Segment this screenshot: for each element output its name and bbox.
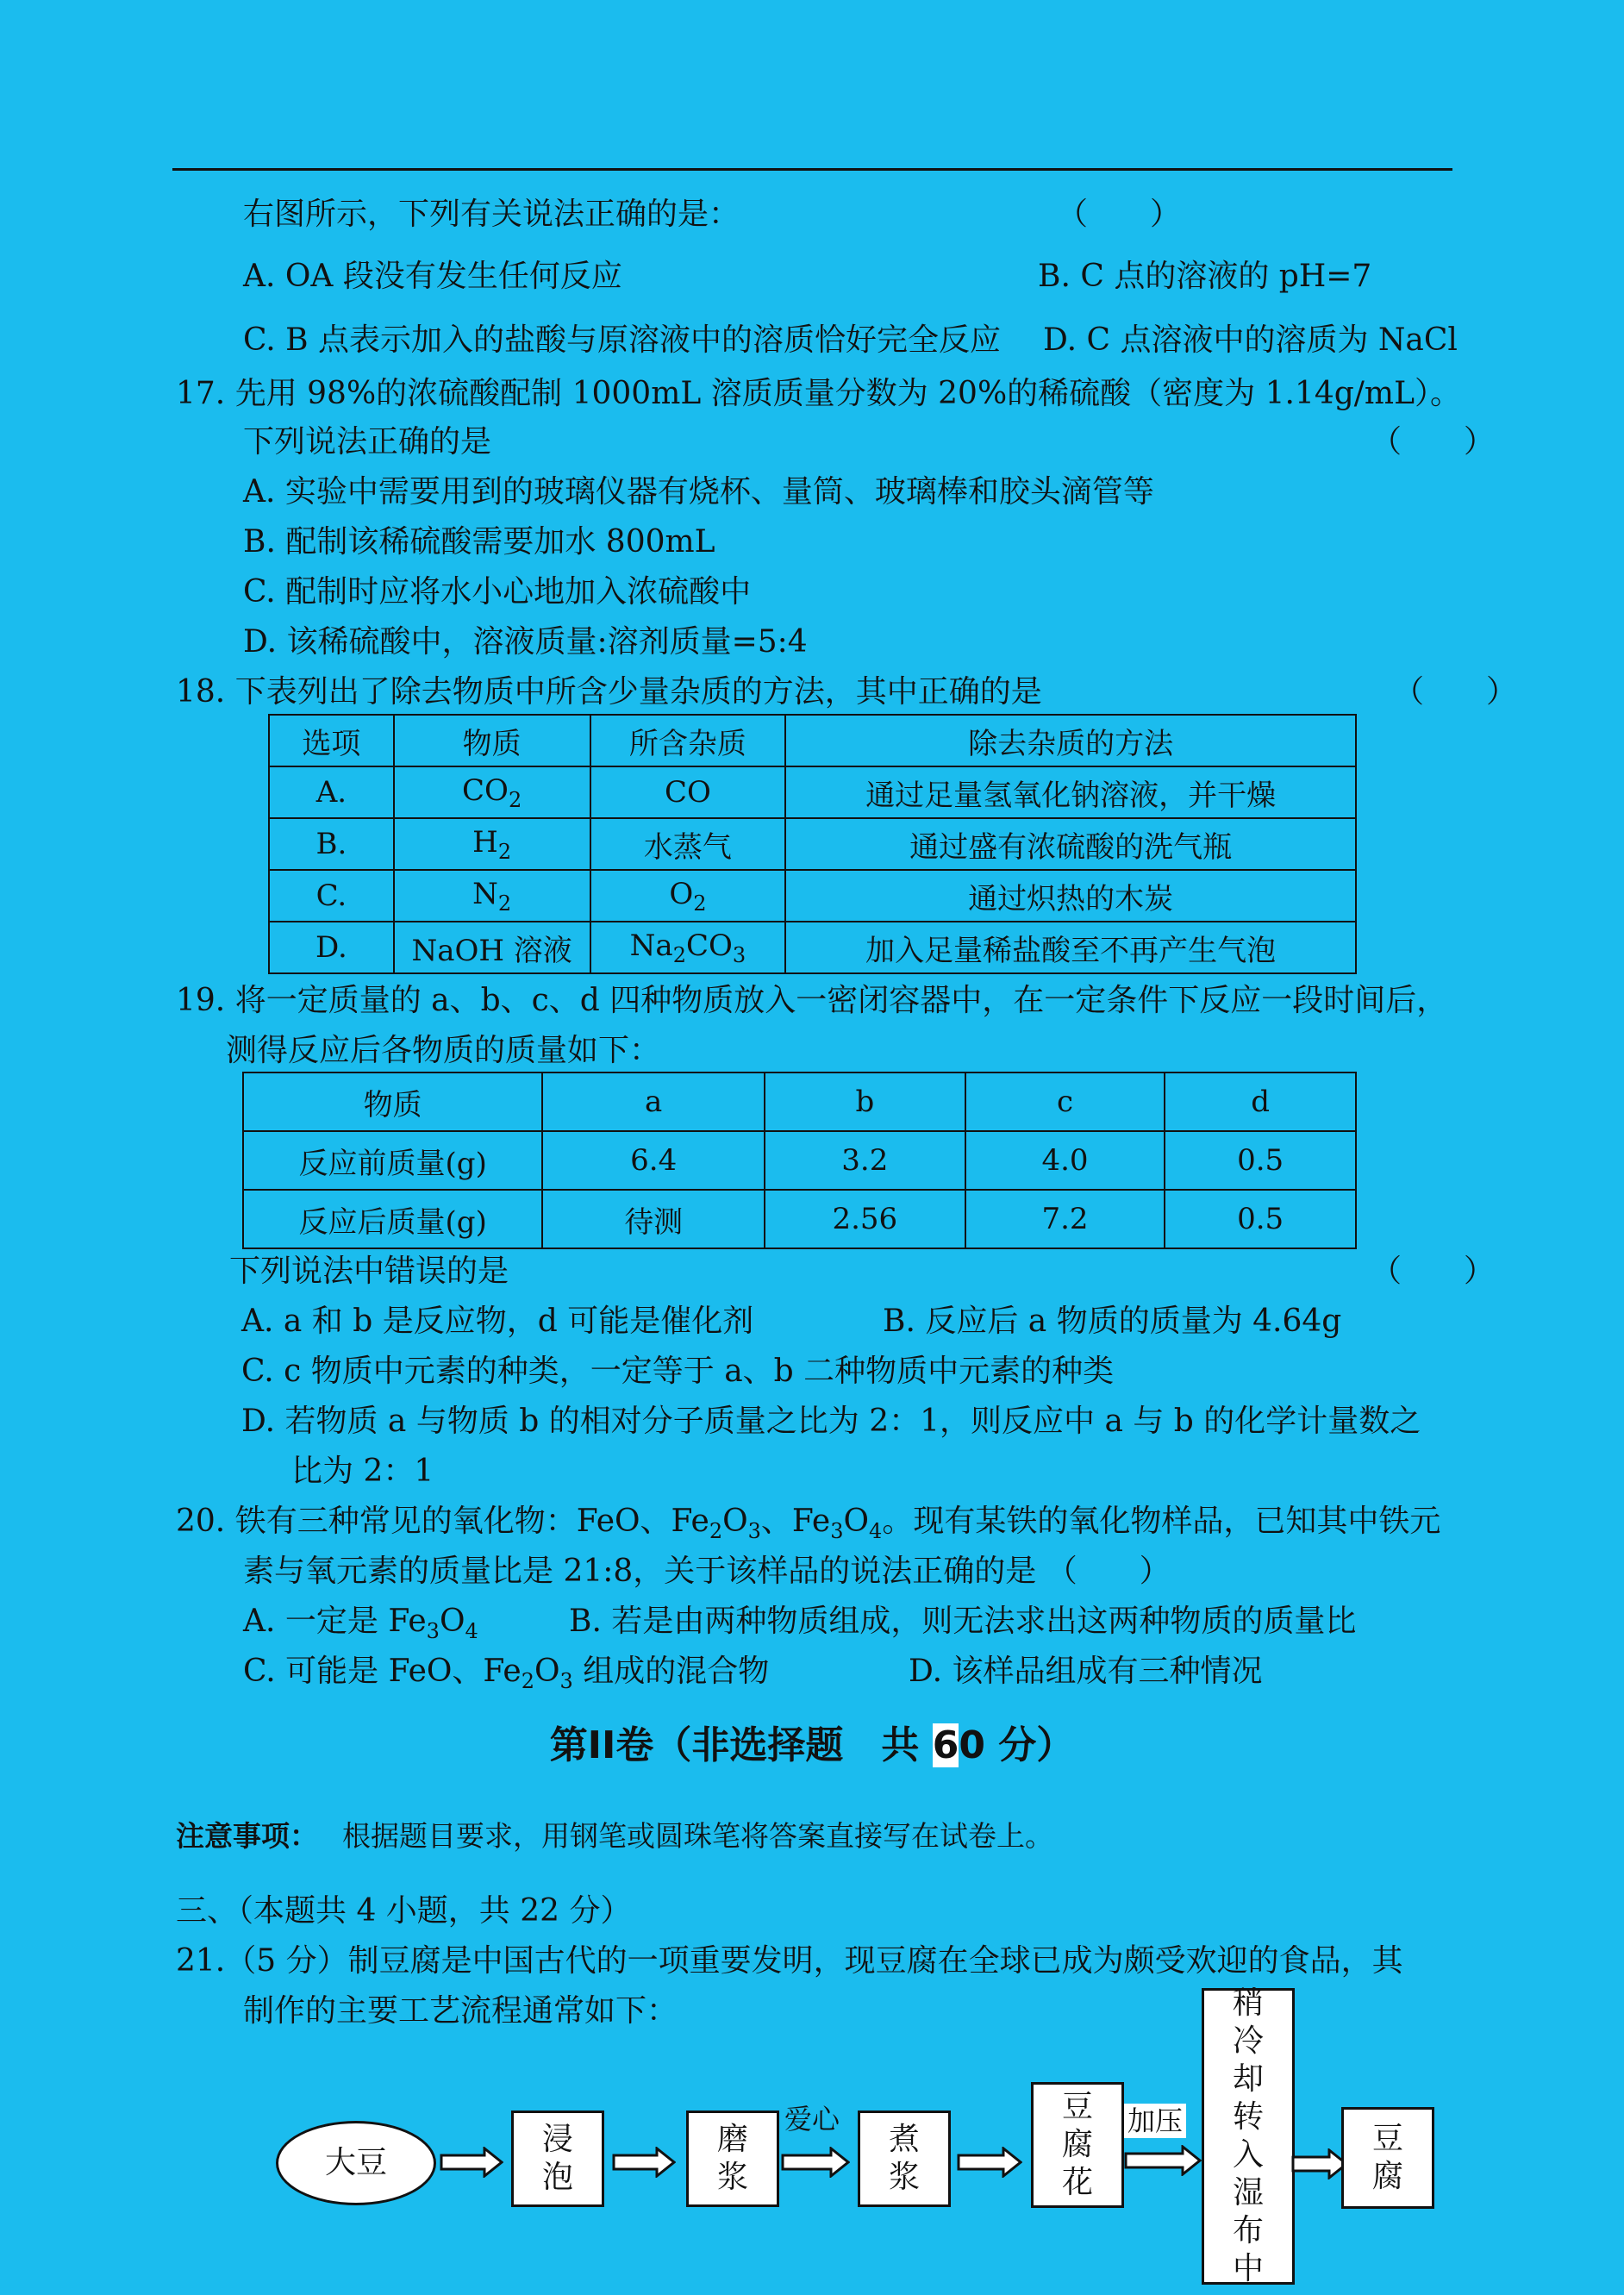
q18-option: B. (269, 818, 394, 870)
flow-step-soak: 浸泡 (511, 2111, 604, 2207)
header-rule (172, 168, 1452, 171)
flow-arrow-icon (1124, 2145, 1203, 2176)
q20-option-b: B. 若是由两种物质组成，则无法求出这两种物质的质量比 (569, 1604, 1357, 1639)
q18-impurity: $Na_2CO_3$ (590, 922, 786, 973)
q18-impurity: 水蒸气 (590, 818, 786, 870)
q18-row-c (269, 870, 1356, 922)
highlighted-digit: 6 (932, 1723, 959, 1767)
q17-line1: 17. 先用 98%的浓硫酸配制 1000mL 溶质质量分数为 20%的稀硫酸（密度为 1.14g/mL）。 (176, 376, 1461, 411)
q19-table (242, 1072, 1357, 1249)
flow-arrow-icon (781, 2147, 850, 2178)
q19-option-a: A. a 和 b 是反应物，d 可能是催化剂 (241, 1304, 754, 1339)
q16-option-a: A. OA 段没有发生任何反应 (243, 259, 622, 294)
q17-answer-paren: （ ） (1371, 424, 1496, 460)
q18-row-a (269, 766, 1356, 818)
q18-substance: $N_2$ (394, 870, 590, 922)
q20-option-d: D. 该样品组成有三种情况 (909, 1654, 1263, 1689)
q19-ask: 下列说法中错误的是 (229, 1254, 509, 1289)
q19-table-header (243, 1072, 1356, 1131)
q19-cell: 0.5 (1165, 1190, 1356, 1248)
q19-option-c: C. c 物质中元素的种类，一定等于 a、b 二种物质中元素的种类 (241, 1354, 1115, 1389)
q21-line1: 21.（5 分）制豆腐是中国古代的一项重要发明，现豆腐在全球已成为颇受欢迎的食品，其 (176, 1943, 1403, 1979)
q18-header-cell: 物质 (394, 715, 590, 766)
q20-line2: 素与氧元素的质量比是 21:8，关于该样品的说法正确的是 （ ） (243, 1554, 1171, 1589)
flow-arrow-icon (612, 2147, 676, 2178)
q18-substance: $CO_2$ (394, 766, 590, 818)
q17-option-c: C. 配制时应将水小心地加入浓硫酸中 (243, 574, 752, 610)
q18-method: 通过炽热的木炭 (785, 870, 1356, 922)
q19-cell: 6.4 (542, 1131, 765, 1190)
q19-row-after (243, 1190, 1356, 1248)
q19-header-cell: d (1165, 1072, 1356, 1131)
q19-cell: 反应前质量(g) (243, 1131, 542, 1190)
q19-option-b: B. 反应后 a 物质的质量为 4.64g (883, 1304, 1342, 1339)
q17-option-a: A. 实验中需要用到的玻璃仪器有烧杯、量筒、玻璃棒和胶头滴管等 (243, 474, 1154, 510)
q19-line2: 测得反应后各物质的质量如下： (226, 1033, 661, 1068)
q17-option-d: D. 该稀硫酸中，溶液质量:溶剂质量=5:4 (243, 624, 808, 660)
flow-start-soybean: 大豆 (276, 2121, 436, 2205)
q18-substance: NaOH 溶液 (394, 922, 590, 973)
q19-line1: 19. 将一定质量的 a、b、c、d 四种物质放入一密闭容器中，在一定条件下反应一段时间后， (176, 983, 1448, 1018)
q19-cell: 4.0 (965, 1131, 1165, 1190)
q21-line2: 制作的主要工艺流程通常如下： (243, 1993, 678, 2029)
q18-header-cell: 除去杂质的方法 (785, 715, 1356, 766)
q18-table (268, 714, 1357, 974)
q19-row-before (243, 1131, 1356, 1190)
q19-cell: 2.56 (765, 1190, 965, 1248)
notice (176, 1817, 1053, 1855)
q19-cell: 7.2 (965, 1190, 1165, 1248)
q19-option-d-line2: 比为 2：1 (291, 1454, 434, 1489)
q19-option-d-line1: D. 若物质 a 与物质 b 的相对分子质量之比为 2：1，则反应中 a 与 b 的化学计量数之 (241, 1404, 1421, 1439)
flow-step-grind: 磨浆 (686, 2111, 779, 2207)
q18-method: 通过足量氢氧化钠溶液，并干燥 (785, 766, 1356, 818)
q16-option-c: C. B 点表示加入的盐酸与原溶液中的溶质恰好完全反应 (243, 322, 1002, 358)
q18-stem: 18. 下表列出了除去物质中所含少量杂质的方法，其中正确的是 (176, 674, 1042, 710)
flow-label-love: 爱心 (784, 2103, 840, 2136)
q19-header-cell: c (965, 1072, 1165, 1131)
q19-header-cell: 物质 (243, 1072, 542, 1131)
q18-option: C. (269, 870, 394, 922)
q19-header-cell: b (765, 1072, 965, 1131)
q18-header-cell: 所含杂质 (590, 715, 786, 766)
q16-option-d: D. C 点溶液中的溶质为 NaCl (1043, 322, 1458, 358)
q18-answer-paren: （ ） (1393, 674, 1518, 710)
q20-option-a: A. 一定是 $Fe_3O_4$ (243, 1604, 478, 1643)
q19-cell: 反应后质量(g) (243, 1190, 542, 1248)
section3-heading: 三、（本题共 4 小题，共 22 分） (176, 1893, 632, 1929)
q16-option-b: B. C 点的溶液的 pH=7 (1038, 259, 1372, 294)
q18-option: A. (269, 766, 394, 818)
q18-row-b (269, 818, 1356, 870)
q18-row-d (269, 922, 1356, 973)
q19-cell: 待测 (542, 1190, 765, 1248)
notice-label: 注意事项： (176, 1819, 318, 1853)
q19-header-cell: a (542, 1072, 765, 1131)
flow-arrow-icon (957, 2147, 1022, 2178)
flow-end-tofu: 豆腐 (1341, 2107, 1434, 2209)
q18-method: 通过盛有浓硫酸的洗气瓶 (785, 818, 1356, 870)
q18-impurity: $O_2$ (590, 870, 786, 922)
q16-stem: 右图所示，下列有关说法正确的是： (243, 197, 740, 232)
flow-arrow-icon (1291, 2148, 1348, 2179)
q18-substance: $H_2$ (394, 818, 590, 870)
q18-table-header (269, 715, 1356, 766)
q19-answer-paren: （ ） (1371, 1254, 1496, 1289)
q18-impurity: CO (590, 766, 786, 818)
flow-step-cool-wrap: 稍冷却转入湿布中 (1202, 1988, 1295, 2285)
q18-header-cell: 选项 (269, 715, 394, 766)
q17-line2: 下列说法正确的是 (243, 424, 492, 460)
flow-arrow-icon (440, 2147, 503, 2178)
q19-cell: 0.5 (1165, 1131, 1356, 1190)
q18-option: D. (269, 922, 394, 973)
q17-option-b: B. 配制该稀硫酸需要加水 800mL (243, 524, 715, 560)
flow-step-boil: 煮浆 (858, 2111, 951, 2207)
flow-label-press: 加压 (1124, 2104, 1186, 2138)
q20-line1: 20. 铁有三种常见的氧化物：FeO、$Fe_2O_3$、$Fe_3O_4$。现有某铁的氧化物样品，已知其中铁元 (176, 1504, 1441, 1543)
notice-text: 根据题目要求，用钢笔或圆珠笔将答案直接写在试卷上。 (342, 1819, 1053, 1853)
part2-title: 第II卷（非选择题 共 60 分） (549, 1723, 1075, 1767)
flow-step-tofu-pudding: 豆腐花 (1031, 2082, 1124, 2208)
q19-cell: 3.2 (765, 1131, 965, 1190)
q16-answer-paren: （ ） (1057, 197, 1182, 232)
q18-method: 加入足量稀盐酸至不再产生气泡 (785, 922, 1356, 973)
q20-option-c: C. 可能是 FeO、$Fe_2O_3$ 组成的混合物 (243, 1654, 770, 1693)
